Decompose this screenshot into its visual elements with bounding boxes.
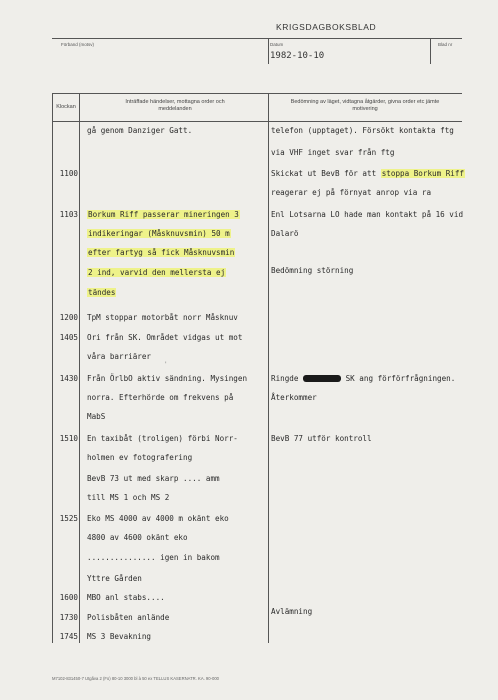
time-cell: 1600 [59,593,78,602]
event-text: 4800 av 4600 okänt eko [87,533,188,542]
event-text: efter fartyg så fick Måsknuvsmin [88,248,235,257]
unit-label: Förband (motsv) [61,42,95,47]
assessment-text: Enl Lotsarna LO hade man kontakt på 16 vid [271,210,464,219]
assessment-text: Skickat ut BevB för att stoppa Borkum Riff [271,169,465,178]
event-text: BevB 73 ut med skarp .... amm [87,474,220,483]
stray-mark: ' [164,361,168,368]
time-cell: 1745 [59,632,78,641]
time-cell: 1405 [59,333,78,342]
time-cell: 1103 [59,210,78,219]
header-divider-1 [268,38,269,64]
table-border-left [52,93,53,643]
event-text: ............... igen in bakom [87,553,220,562]
time-cell: 1100 [59,169,78,178]
event-text: En taxibåt (troligen) förbi Norr- [87,434,238,443]
event-text: holmen ev fotografering [87,453,193,462]
assessment-text: telefon (upptaget). Försökt kontakta ftg [271,126,454,135]
form-footer: M7102-831450-7 Utgåva 2 (Fo) 80-10 3000 bl à 50 ex TELLUS KASERNATR. KA. 90-000 [52,676,219,681]
assessment-text: Återkommer [271,393,317,402]
event-text: Eko MS 4000 av 4000 m okänt eko [87,514,229,523]
event-text: norra. Efterhörde om frekvens på [87,393,234,402]
event-text: Yttre Gården [87,574,142,583]
assessment-text: reagerar ej på förnyat anrop via ra [271,188,432,197]
assessment-text: Ringde SK ang förförfrågningen. [271,374,456,383]
date-value: 1982-10-10 [270,51,325,61]
event-text: Från ÖrlbO aktiv sändning. Mysingen [87,374,248,383]
time-cell: 1510 [59,434,78,443]
time-cell: 1200 [59,313,78,322]
event-text: MBO anl stabs.... [87,593,165,602]
form-title: KRIGSDAGBOKSBLAD [276,22,377,32]
assessment-text: BevB 77 utför kontroll [271,434,372,443]
event-text: Borkum Riff passerar mineringen 3 [88,210,239,219]
time-cell: 1730 [59,613,78,622]
highlight: stoppa Borkum Riff [381,169,465,178]
assessment-text: Dalarö [271,229,299,238]
event-text: Ori från SK. Området vidgas ut mot [87,333,243,342]
event-text: indikeringar (Måsknuvsmin) 50 m [88,229,230,238]
event-text: TpM stoppar motorbåt norr Måsknuv [87,313,238,322]
event-text: gå genom Danziger Gatt. [87,126,193,135]
col-assessment-header: Bedömning av läget, vidtagna åtgärder, givna order etc jämte motivering [290,99,440,112]
event-text: våra barriärer [87,352,152,361]
assessment-text: via VHF inget svar från ftg [271,148,395,157]
time-cell: 1525 [59,514,78,523]
event-text: Polisbåten anlände [87,613,170,622]
redaction-bar [303,375,341,382]
assessment-text: Avlämning [271,607,313,616]
sheet-label: Blad nr [438,42,453,47]
col-events-header: Inträffade händelser, mottagna order och meddelanden [125,99,225,112]
event-text: MS 3 Bevakning [87,632,152,641]
table-rule-header [52,121,462,122]
table-divider-time [79,93,80,643]
event-text: MabS [87,412,106,421]
col-time-header: Klockan [56,104,76,110]
assessment-text: Bedömning störning [271,266,354,275]
header-rule-top [52,38,462,39]
event-text: tändes [88,288,116,297]
event-text: 2 ind, varvid den mellersta ej [88,268,226,277]
date-label: Datum [270,42,284,47]
table-divider-events [268,93,269,643]
header-divider-2 [430,38,431,64]
table-rule-top [52,93,462,94]
event-text: till MS 1 och MS 2 [87,493,170,502]
time-cell: 1430 [59,374,78,383]
